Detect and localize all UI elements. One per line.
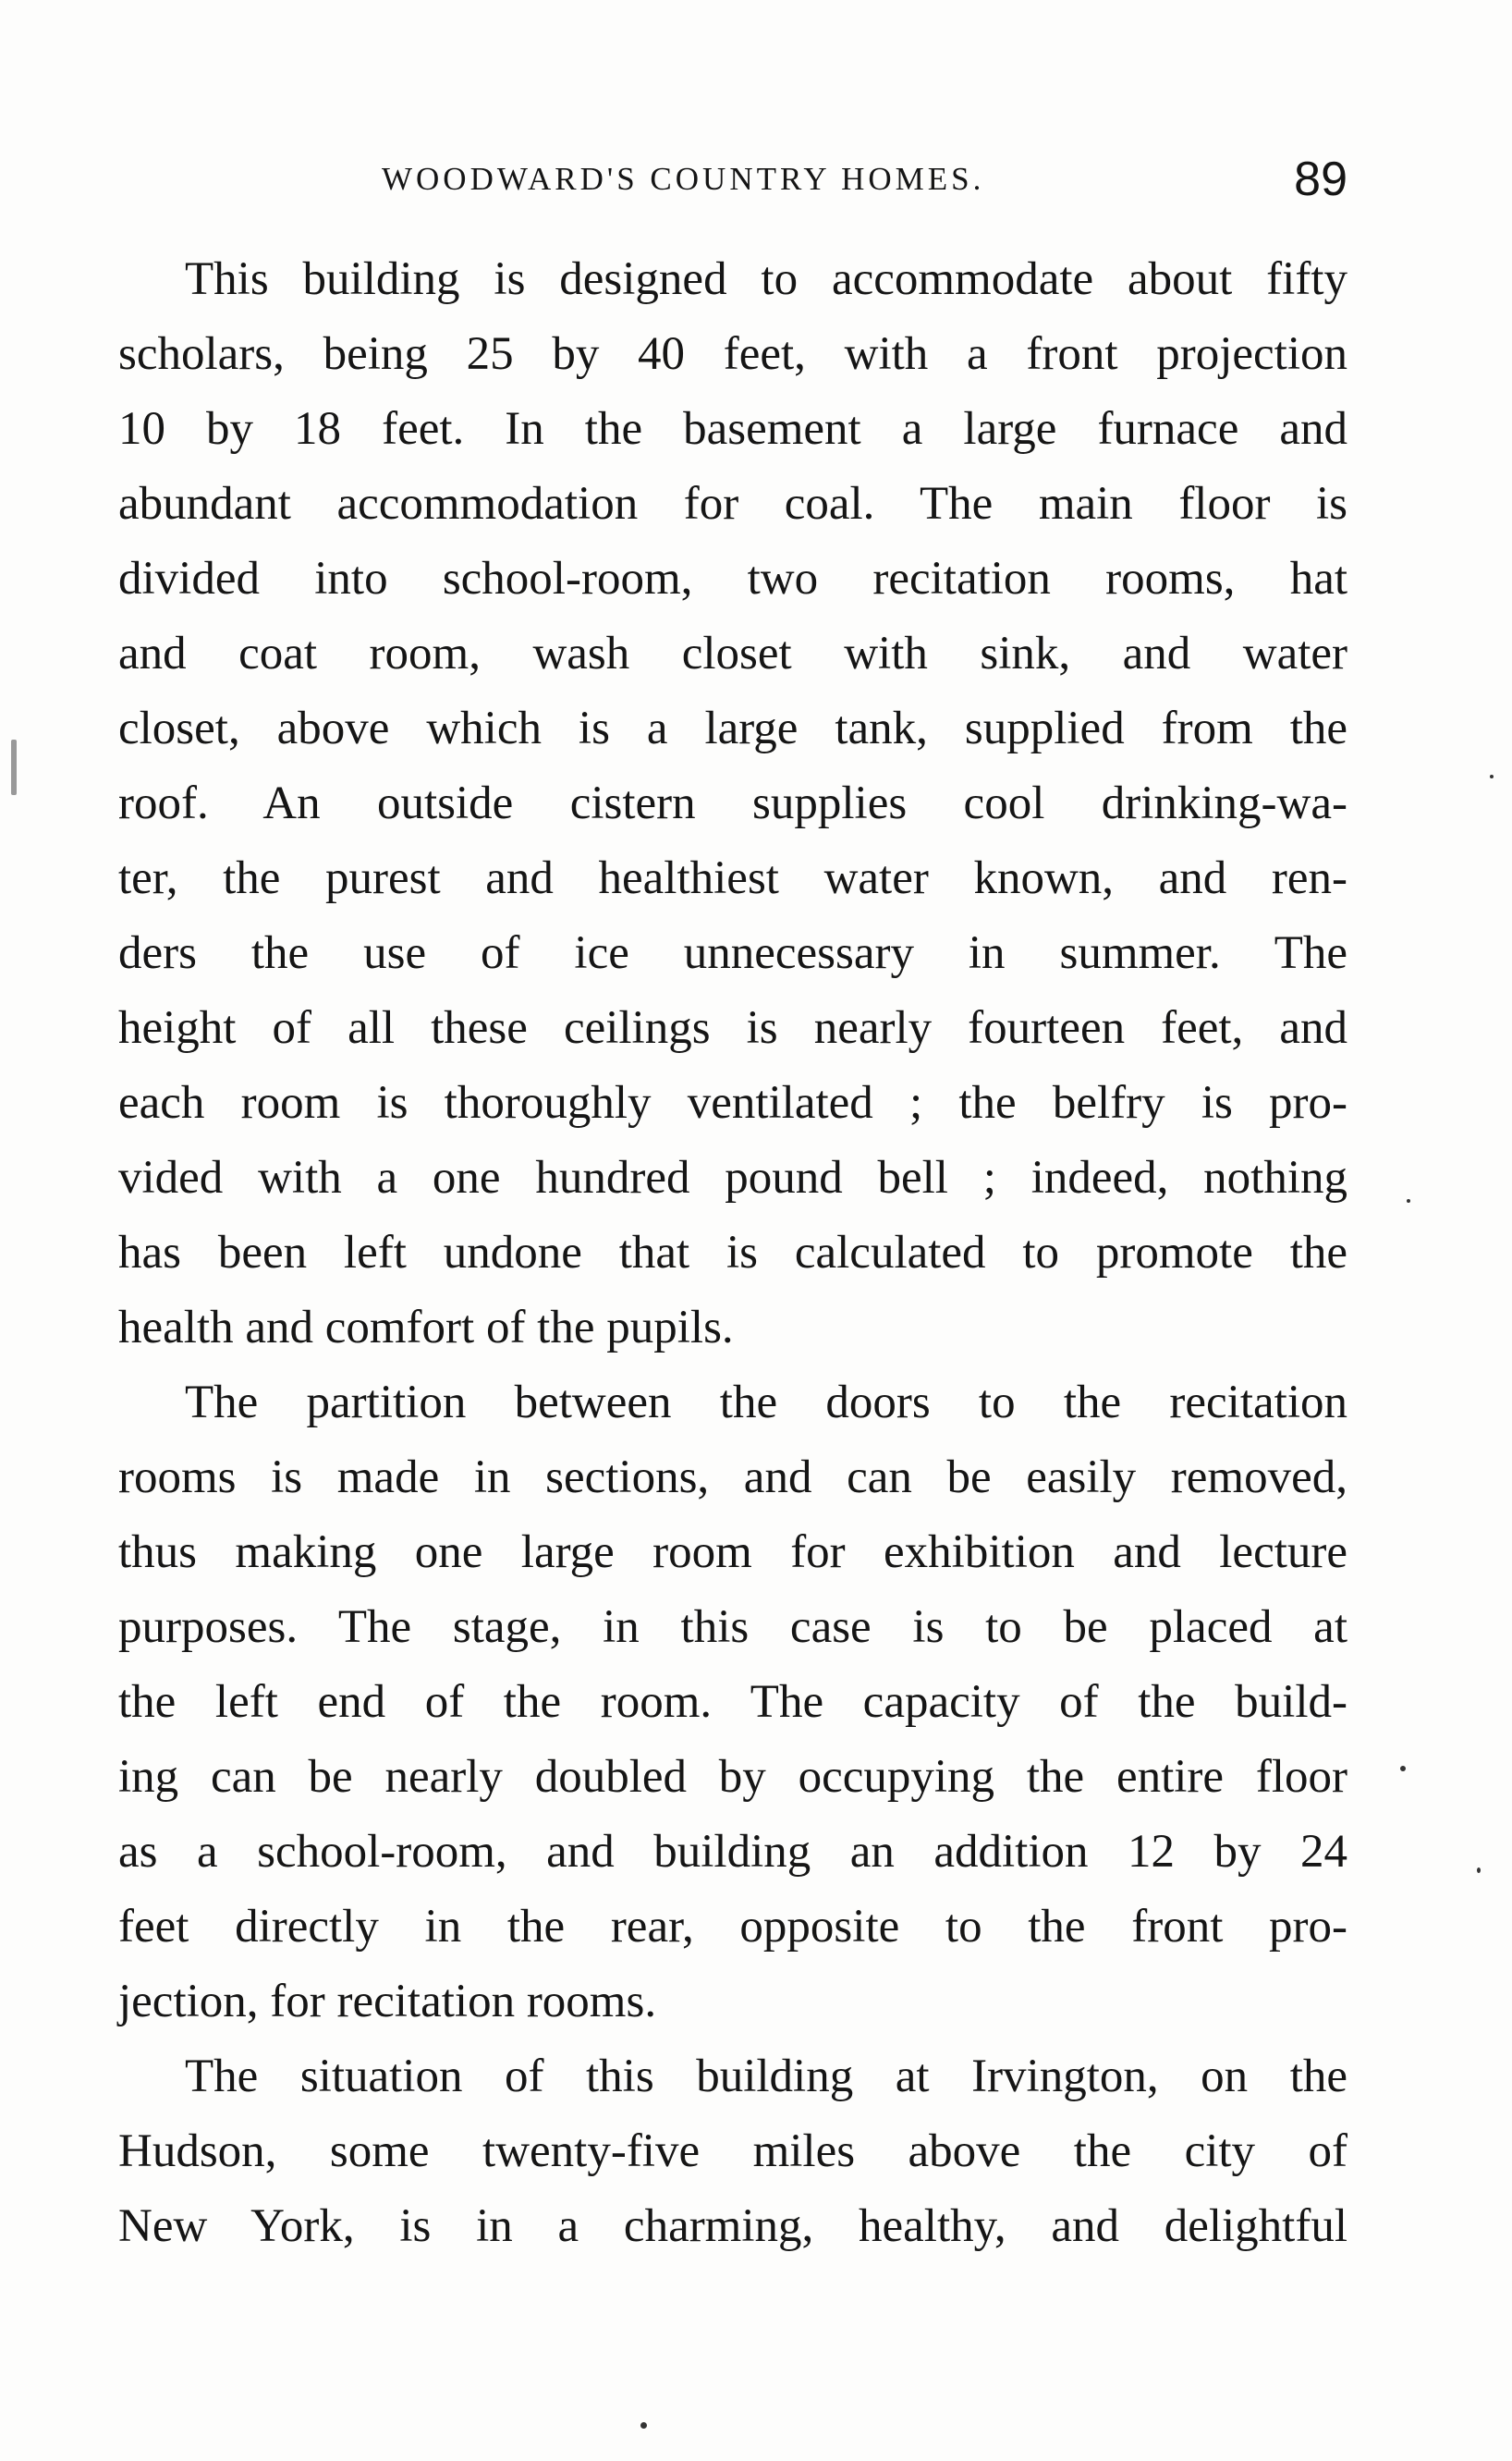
text-line: purposes. The stage, in this case is to be placed at (118, 1601, 1347, 1653)
text-line: the left end of the room. The capacity of the build- (118, 1676, 1347, 1728)
page-number: 89 (1294, 153, 1347, 206)
text-line: height of all these ceilings is nearly fourteen feet, and (118, 1002, 1347, 1054)
print-speck (1407, 1199, 1410, 1203)
text-line: scholars, being 25 by 40 feet, with a front projection (118, 328, 1347, 380)
running-title: WOODWARD'S COUNTRY HOMES. (382, 161, 985, 197)
text-line: divided into school-room, two recitation rooms, hat (118, 553, 1347, 605)
text-line: has been left undone that is calculated to promote the (118, 1227, 1347, 1279)
paragraph-1 (118, 242, 1347, 1365)
paragraph-3 (118, 2039, 1347, 2264)
text-line: closet, above which is a large tank, supplied from the (118, 703, 1347, 754)
text-line: 10 by 18 feet. In the basement a large furnace and (118, 403, 1347, 455)
text-line: health and comfort of the pupils. (118, 1302, 734, 1353)
text-line: rooms is made in sections, and can be easily removed, (118, 1451, 1347, 1503)
text-line: This building is designed to accommodate about fifty (185, 253, 1347, 305)
text-line: abundant accommodation for coal. The main floor is (118, 478, 1347, 530)
text-line: The situation of this building at Irvington, on the (185, 2051, 1347, 2102)
print-speck (1400, 1766, 1406, 1771)
print-speck (640, 2422, 647, 2429)
paragraph-2 (118, 1365, 1347, 2039)
text-line: The partition between the doors to the recitation (185, 1377, 1347, 1428)
body-text (118, 242, 1347, 2264)
text-line: thus making one large room for exhibition and lecture (118, 1526, 1347, 1578)
print-speck (1490, 775, 1494, 778)
text-line: ter, the purest and healthiest water known, and ren- (118, 852, 1347, 904)
print-speck (1477, 1867, 1481, 1873)
text-line: New York, is in a charming, healthy, and delightful (118, 2200, 1347, 2252)
text-line: each room is thoroughly ventilated ; the belfry is pro- (118, 1077, 1347, 1129)
text-line: roof. An outside cistern supplies cool drinking-wa- (118, 777, 1347, 829)
print-speck (11, 740, 17, 795)
text-line: Hudson, some twenty-five miles above the city of (118, 2125, 1347, 2177)
text-line: ing can be nearly doubled by occupying the entire floor (118, 1751, 1347, 1803)
text-line: as a school-room, and building an addition 12 by 24 (118, 1826, 1347, 1878)
text-line: vided with a one hundred pound bell ; indeed, nothing (118, 1152, 1347, 1204)
text-line: jection, for recitation rooms. (118, 1976, 657, 2027)
text-line: and coat room, wash closet with sink, and water (118, 628, 1347, 680)
running-head (118, 155, 1347, 211)
text-line: feet directly in the rear, opposite to the front pro- (118, 1901, 1347, 1953)
text-line: ders the use of ice unnecessary in summer. The (118, 927, 1347, 979)
